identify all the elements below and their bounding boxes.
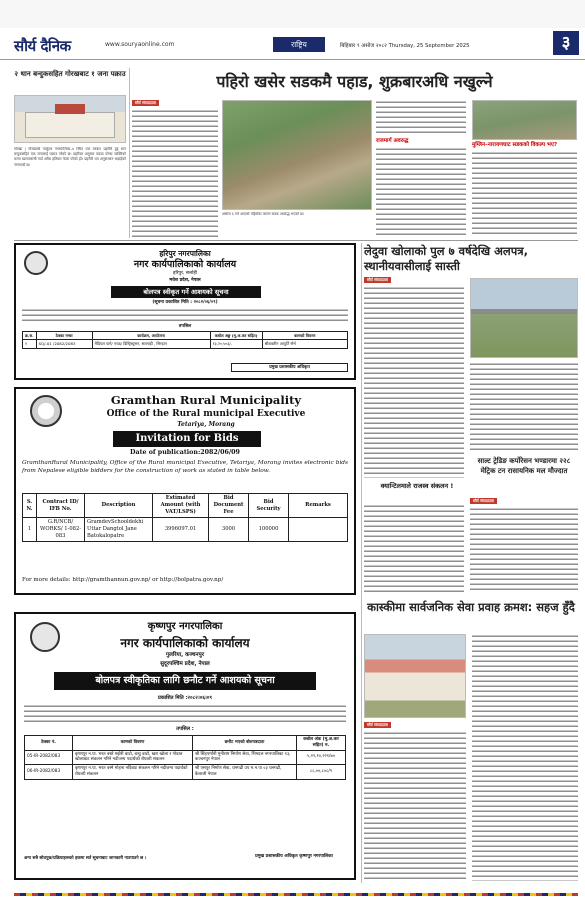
right-story1-byline-wrap [364,277,464,283]
notice-gramthan [14,387,356,595]
cell: 3996097.01 [153,518,209,542]
lead-col-4 [472,151,577,237]
right-story1-headline: लेदुवा खोलाको पुल ७ वर्षदेखि अलपत्र, स्थानीयवासीलाई सास्ती [364,244,528,273]
haripur-province: मधेश प्रदेश, नेपाल [169,278,201,283]
right-story1-subhead: क्यान्टिलमाले राजस्व संकलन ! [380,482,454,490]
cell: मेडिपल फर्म/ एचड/ डिस्ट्रिब्युसन, सल्लाही , सिरहान [92,340,210,348]
cell: GramdevSchooldekhi Uttar Dangtol Jane Batokalopatre [85,518,153,542]
krishnapur-footer: प्रमुख प्रशासकीय अधिकृत कृष्णपुर नगरपालिका [255,854,333,859]
right-story1-col2 [470,362,578,452]
lead-caption: असोज ६ गते आएको पहिरोका कारण सडक अवरुद्ध भएको छ। [222,212,305,216]
table-row [23,340,348,348]
right-story3-byline-wrap [364,722,466,728]
lead-col-3a [376,100,466,136]
table-row [25,765,346,780]
krishnapur-banner: बोलपत्र स्वीकृतिका लागि छनौट गर्ने आशयको सूचना [54,672,316,690]
gramthan-title: Office of the Rural municipal Executive [106,409,306,419]
krishnapur-address: गुलरिया, कञ्चनपुर [166,652,204,658]
col-header: Bid Document Fee [209,494,249,518]
right-story1-col1 [364,286,464,478]
kaski-office-photo [364,634,466,718]
left-story-body: गोरखा / गोरखाको पालुंटार नगरपालिका–४ स्थित एक घरबाट प्रहरीले दुई थान बन्दुकसहित एक जनालाई पक्राउ गरेको छ। प्रहरीका अनुसार पक्राउ परेका व्यक्तिको घरमा खानतलासी गर्दा अवैध हतियार फेला परेको हो। प्रहरीले थप अनुसन्धान भइरहेको जनाएको छ। [14,147,126,167]
col-header: S. N. [23,494,37,518]
krishnapur-title: नगर कार्यपालिकाको कार्यालय [120,636,250,650]
haripur-body [22,308,348,323]
website-link[interactable]: www.souryaonline.com [105,41,175,48]
cell: श्री एसपुर निर्माण सेवा, धनगढी उप म.न.पा ०३ धनगढी, कैलाली नेपाल [193,765,297,780]
lead-byline-wrap [132,100,218,106]
krishnapur-footnote: अन्य सबै सोधपुछ/प्रक्रियाहरूको हकमा सर्त सूचनाबाट जानकारी नाउपाउने छ । [24,856,147,861]
haripur-address: हरिपुर, सर्लाही [173,271,197,276]
right-story3-col1 [364,731,466,881]
masthead-brand: सौर्य दैनिक [14,37,71,55]
bottom-color-strip [14,893,578,896]
gramthan-date: Date of publication:2082/06/09 [130,449,240,456]
table-row [23,518,348,542]
cell: 06-IR-2082/083 [25,765,73,780]
gramthan-table [22,493,348,542]
col-header: कामको विवरण [73,736,193,751]
right-story3-headline: कास्कीमा सार्वजनिक सेवा प्रवाह क्रमश: सहज हुँदै [367,600,575,614]
lead-col-3b [376,147,466,237]
haripur-footer: प्रमुख प्रशासकीय अधिकृत [231,363,348,372]
krishnapur-table [24,735,346,780]
haripur-table [22,331,348,349]
cell: ८८,००,८०८/९ [297,765,346,780]
haripur-office: हरिपुर नगरपालिका [159,249,211,258]
left-story-title: २ थान बन्दुकसहित गोरखबाट १ जना पक्राउ [14,70,126,78]
cell: १ [23,340,37,348]
haripur-title: नगर कार्यपालिकाको कार्यालय [133,259,237,270]
col-header: क्र.स. [23,332,37,340]
col-header: छनौट भएको बोलपत्रदाता [193,736,297,751]
notice-haripur [14,243,356,380]
cell: ५,२२,१०,२२१/७० [297,750,346,765]
gramthan-footer[interactable]: For more details: http://gramthannun.gov.np/ or http://bolpatra.gov.np/ [22,577,224,583]
col-header: Estimated Amount (with VAT/LSPS) [153,494,209,518]
column-rule [361,243,362,883]
notice-krishnapur [14,612,356,880]
lead-col-1 [132,109,218,237]
row-rule [14,240,578,241]
right-story3-col2 [472,634,578,881]
col-header: ठेक्का नं. [25,736,73,751]
krishnapur-date: प्रकाशित मिति :२०८२।०६।०९ [157,695,213,701]
right-story3-byline: सौर्य संवाददाता [364,722,391,728]
lead-subhead-1: राजमार्ग अवरुद्ध [376,138,409,144]
cell: 1 [23,518,37,542]
cell: श्रीशक्तीन आपुर्ति र्सर्भ [262,340,347,348]
landslide-photo [222,100,372,210]
krishnapur-province: सुदूरपश्चिम प्रदेश, नेपाल [160,661,210,667]
table-header-row [23,494,348,518]
haripur-banner: बोलपत्र स्वीकृत गर्ने आशयको सूचना [111,286,261,298]
right-story2-body [470,507,578,592]
krishnapur-body [24,704,346,724]
col-header: कबोल अंक (मू.अ.कर सहित) रु. [297,736,346,751]
haripur-table-title: तपसिल [178,324,192,329]
cell: श्री सिंहपर्मानी मुनीराम निर्माण सेवा, भिमदत्त नगरपालिका १३, कञ्चनपुर नेपाल [193,750,297,765]
page-header [0,0,585,60]
gramthan-office: Gramthan Rural Municipality [110,393,302,407]
gramthan-banner: Invitation for Bids [113,431,261,447]
lead-subhead-2: मुग्लिन–नारायणघाट सडकको विकल्प भए? [472,142,558,148]
right-story2-byline: सौर्य संवाददाता [470,498,497,504]
section-tag: राष्ट्रिय [273,37,325,52]
page-number: ३ [553,31,579,55]
right-story1-col1b [364,504,464,592]
cell: G.R/NCB/ WORKS/ 1-082-083 [37,518,85,542]
lead-headline: पहिरो खसेर सडकमै पहाड, शुक्रबारअधि नखुल्ने [216,72,493,91]
gramthan-address: Tetariya, Morang [177,421,235,428]
column-rule [129,68,130,238]
bridge-photo [470,278,578,358]
col-header: Description [85,494,153,518]
lead-byline: सौर्य संवाददाता [132,100,159,106]
cell: 3000 [209,518,249,542]
table-row [25,750,346,765]
cell: १३,२०,५०३/- [210,340,262,348]
col-header: Bid Security [249,494,289,518]
dateline: बिहिबार ९ असोज २०८२ Thursday, 25 September 2025 [340,43,470,49]
col-header: कबोल अङ्क (मू.अ.कर सहित) [210,332,262,340]
left-story-photo [14,95,126,143]
col-header: Contract ID/ IFB No. [37,494,85,518]
krishnapur-office: कृष्णपुर नगरपालिका [147,621,223,632]
cell: 100000 [249,518,289,542]
krishnapur-table-title: तपसिल : [176,726,194,732]
col-header: कार्यक्रम, आयोजना [92,332,210,340]
haripur-date: (सूचना प्रकाशित मिति : २०८२/०६/०९) [152,300,218,305]
roof-shape [55,104,85,114]
top-strip [0,0,585,28]
right-story2-headline: साल्ट ट्रेडिङ कर्पोरेसन भण्डारमा २२८ मेट्रिक टन रासायनिक मल मौज्दात [477,457,571,475]
col-header: ठेक्का नम्बर [36,332,92,340]
cell [289,518,348,542]
building-shape [25,112,115,138]
col-header: कामको विवरण [262,332,347,340]
cell: कृष्णपुर न.पा. भरत वस्ने मोहना नदिबाट संकलन गरिने नदीजन्य पदार्थको रोयल्टी संकलन [73,765,193,780]
col-header: Remarks [289,494,348,518]
cell: 05-IR-2082/083 [25,750,73,765]
gramthan-intro: GramthanRural Municipality, Office of the Rural municipal Executive, Tetariya, Morang invites electronic bids from Nepalese eligible bidders for the construction of work as stated in table below. [22,460,348,474]
table-header-row [23,332,348,340]
table-header-row [25,736,346,751]
bridge-deck-shape [471,309,577,314]
right-story2-byline-wrap [470,498,578,504]
lead-photo-2 [472,100,577,140]
right-story1-byline: सौर्य संवाददाता [364,277,391,283]
cell: कृष्णपुर न.पा. भरत वस्ते मझेरी बाटो, बन्धु बाटो, खरा खोला र गोडाल खोलाबाट संकलन गरिने नदीजन्य पदार्थको रोयल्टी संकलन [73,750,193,765]
cell: SQ/-01 /2082/2083 [36,340,92,348]
